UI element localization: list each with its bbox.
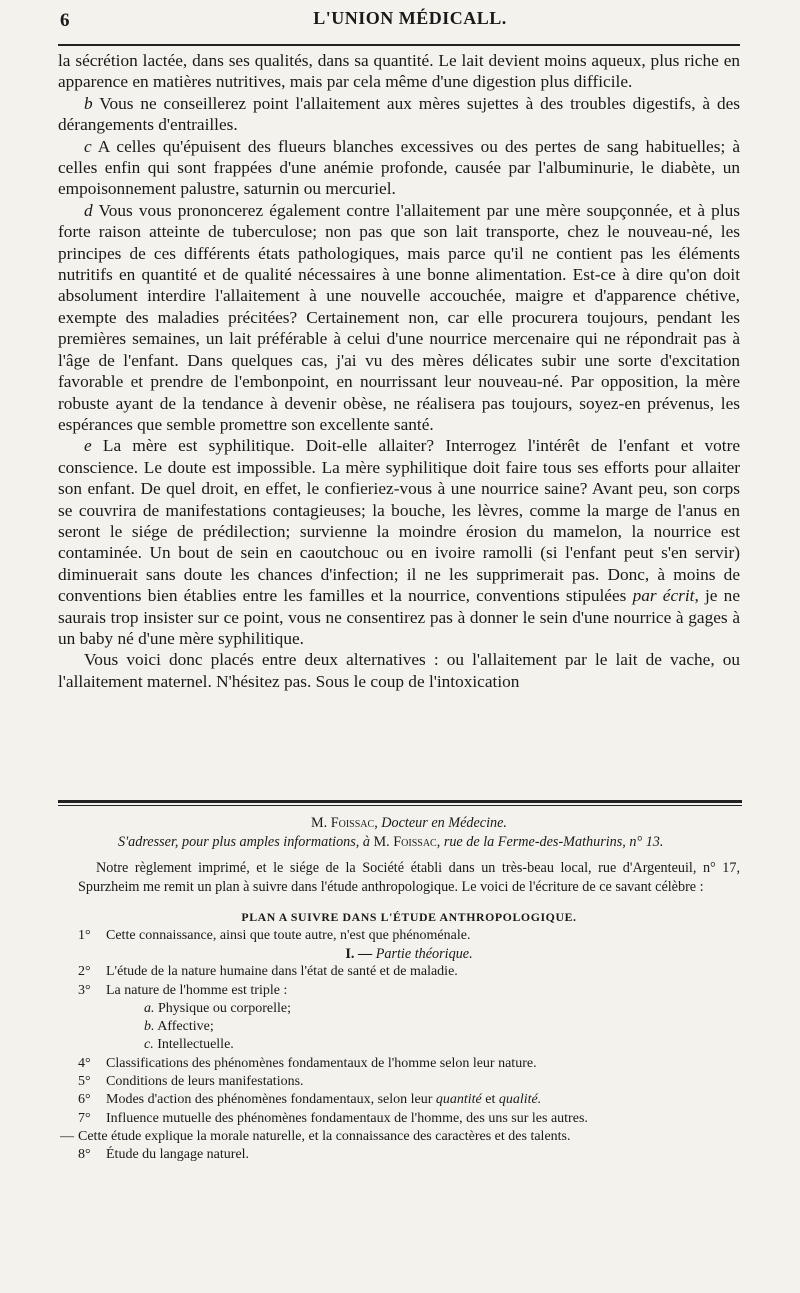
paragraph-e-emphasis: par écrit xyxy=(632,586,695,606)
author-line xyxy=(78,814,740,833)
paragraph-c xyxy=(58,136,740,200)
section-title: Partie théorique. xyxy=(372,945,473,962)
plan-item-4 xyxy=(78,1055,740,1073)
sub-item-letter: b. xyxy=(144,1019,155,1035)
item-6-quantity: quantité xyxy=(435,1092,482,1108)
sub-item-text: Affective; xyxy=(154,1019,214,1035)
plan-item-3 xyxy=(78,982,740,1000)
item-text: L'étude de la nature humaine dans l'état de santé et de maladie. xyxy=(106,964,458,980)
spacer xyxy=(78,851,740,859)
paragraph-e-lead: e xyxy=(84,436,92,456)
paragraph-e xyxy=(58,435,740,649)
item-text: Influence mutuelle des phénomènes fondamentaux de l'homme, des uns sur les autres. xyxy=(106,1110,588,1126)
item-text: La nature de l'homme est triple : xyxy=(106,982,288,998)
sub-item-text: Physique ou corporelle; xyxy=(154,1000,291,1016)
sub-item-letter: a. xyxy=(144,1000,155,1016)
item-number: 8° xyxy=(78,1147,91,1163)
address-text-a: S'adresser, pour plus amples informations, à xyxy=(118,833,370,850)
header-rule xyxy=(58,44,740,46)
paragraph-c-text: A celles qu'épuisent des flueurs blanches excessives ou des pertes de sang habituelles; à celles enfin qui sont frappées d'une anémie profonde, causée par l'albuminurie, le diabète, un empoisonnement palustre, saturnin ou mercuriel. xyxy=(58,136,740,199)
sub-item-text: Intellectuelle. xyxy=(153,1037,234,1053)
section-heading xyxy=(78,945,740,964)
feuilleton-rule-thick xyxy=(58,800,742,803)
running-head xyxy=(0,0,800,36)
plan-item-8 xyxy=(78,1146,740,1164)
sub-item-b xyxy=(78,1018,740,1036)
item-number: 1° xyxy=(78,927,91,943)
feuilleton-rule-thin xyxy=(58,805,742,806)
item-text: Étude du langage naturel. xyxy=(106,1147,250,1163)
paragraph-b xyxy=(58,93,740,136)
sub-item-c xyxy=(78,1036,740,1054)
paragraph-c-lead: c xyxy=(84,136,92,156)
item-number: 7° xyxy=(78,1110,91,1126)
running-title: L'UNION MÉDICALL. xyxy=(313,8,507,28)
item-text: Classifications des phénomènes fondamentaux de l'homme selon leur nature. xyxy=(106,1055,537,1071)
plan-item-6 xyxy=(78,1091,740,1109)
paragraph-d-lead: d xyxy=(84,200,93,220)
item-number: — xyxy=(60,1128,74,1144)
author-name: M. Foissac, xyxy=(311,815,378,831)
address-name: M. Foissac, xyxy=(370,833,444,850)
item-text xyxy=(106,1091,740,1109)
paragraph-d xyxy=(58,200,740,435)
paragraph-final: Vous voici donc placés entre deux alternatives : ou l'allaitement par le lait de vache, ou l'allaitement maternel. N'hésitez pas. Sous le coup de l'intoxication xyxy=(58,650,740,691)
plan-item-dash xyxy=(60,1128,740,1146)
sub-item-a xyxy=(78,1000,740,1018)
sub-item-letter: c. xyxy=(144,1037,154,1053)
author-title: Docteur en Médecine. xyxy=(377,815,507,831)
plan-item-2 xyxy=(78,963,740,981)
paragraph-b-text: Vous ne conseillerez point l'allaitement aux mères sujettes à des troubles digestifs, à des dérangements d'entrailles. xyxy=(58,93,740,135)
item-number: 3° xyxy=(78,982,91,998)
paragraph-1: la sécrétion lactée, dans ses qualités, dans sa quantité. Le lait devient moins aqueux, plus riche en apparence en matières nutritives, mais par cela même d'une digestion plus difficile. xyxy=(58,51,740,92)
item-6-quality: qualité. xyxy=(498,1092,542,1108)
item-text: Cette connaissance, ainsi que toute autre, n'est que phénoménale. xyxy=(106,927,471,943)
address-text-b: rue de la Ferme-des-Mathurins, n° 13. xyxy=(443,833,664,850)
item-number: 5° xyxy=(78,1074,91,1090)
plan-item-1 xyxy=(78,927,740,945)
item-number: 2° xyxy=(78,964,91,980)
paragraph-d-text: Vous vous prononcerez également contre l'allaitement par une mère soupçonnée, et à plus forte raison atteinte de tuberculose; non pas que son lait transporte, chez le nouveau-né, les principes de ces différents états pathologiques, mais parce qu'il ne contient pas les éléments nutritifs en quantité et de qualité nécessaires à une bonne alimentation. Est-ce à dire qu'on doit absolument interdire l'allaitement à une nouvelle accouchée, maigre et d'apparence chétive, exempte des maladies précitées? Certainement non, car elle procurera toujours, pendant les premières semaines, un lait préférable à celui d'une nourrice mercenaire qui ne répondrait pas à l'âge de l'enfant. Dans quelques cas, j'ai vu des mères délicates subir une sorte d'excitation favorable et prendre de l'embonpoint, en nourrissant leur nouveau-né. Par opposition, la mère robuste ayant de la tendance à devenir obèse, ne réalisera pas toujours, soyez-en prévenus, les espérances que semble promettre son excellente santé. xyxy=(58,200,740,434)
plan-title: PLAN A SUIVRE DANS L'ÉTUDE ANTHROPOLOGIQUE. xyxy=(241,910,577,924)
item-6-conjunction: et xyxy=(481,1092,499,1108)
paragraph-e-text-a: La mère est syphilitique. Doit-elle allaiter? Interrogez l'intérêt de l'enfant et votre conscience. Le doute est impossible. La mère syphilitique doit faire tous ses efforts pour allaiter son enfant. De quel droit, en effet, le confieriez-vous à une nourrice saine? Avant peu, son corps se couvrira de manifestations contagieuses; la bouche, les lèvres, comme la marge de l'anus en seront le siége de prédilection; survienne la moindre érosion du mamelon, la nourrice est contaminée. Un bout de sein en caoutchouc ou en ivoire ramolli (si l'enfant peut s'en servir) diminuerait sans doute les chances d'infection; il ne les supprimerait pas. Donc, à moins de conventions bien établies entre les familles et la nourrice, conventions stipulées xyxy=(58,436,740,606)
paragraph-e-text-b: , je ne saurais trop insister sur ce point, vous ne consentirez pas à donner le sein d'une nourrice à gages à un baby né d'une mère syphilitique. xyxy=(58,586,740,648)
spacer xyxy=(78,896,740,908)
item-number: 6° xyxy=(78,1092,91,1108)
intro-paragraph: Notre règlement imprimé, et le siége de la Société établi dans un très-beau local, rue d'Argenteuil, n° 17, Spurzheim me remit un plan à suivre dans l'étude anthropologique. Le voici de l'écriture de ce savant célèbre : xyxy=(78,860,740,895)
paragraph-b-lead: b xyxy=(84,93,93,113)
item-6-text-a: Modes d'action des phénomènes fondamentaux, selon leur xyxy=(106,1092,436,1108)
item-text: Cette étude explique la morale naturelle, et la connaissance des caractères et des talents. xyxy=(78,1128,571,1144)
item-text: Conditions de leurs manifestations. xyxy=(106,1074,304,1090)
plan-item-7 xyxy=(78,1110,740,1128)
plan-item-5 xyxy=(78,1073,740,1091)
main-article-text xyxy=(58,50,740,692)
feuilleton-text xyxy=(60,814,740,1165)
page-number: 6 xyxy=(60,10,70,31)
section-number: I. — xyxy=(345,945,373,962)
address-line xyxy=(78,833,740,852)
item-number: 4° xyxy=(78,1055,91,1071)
